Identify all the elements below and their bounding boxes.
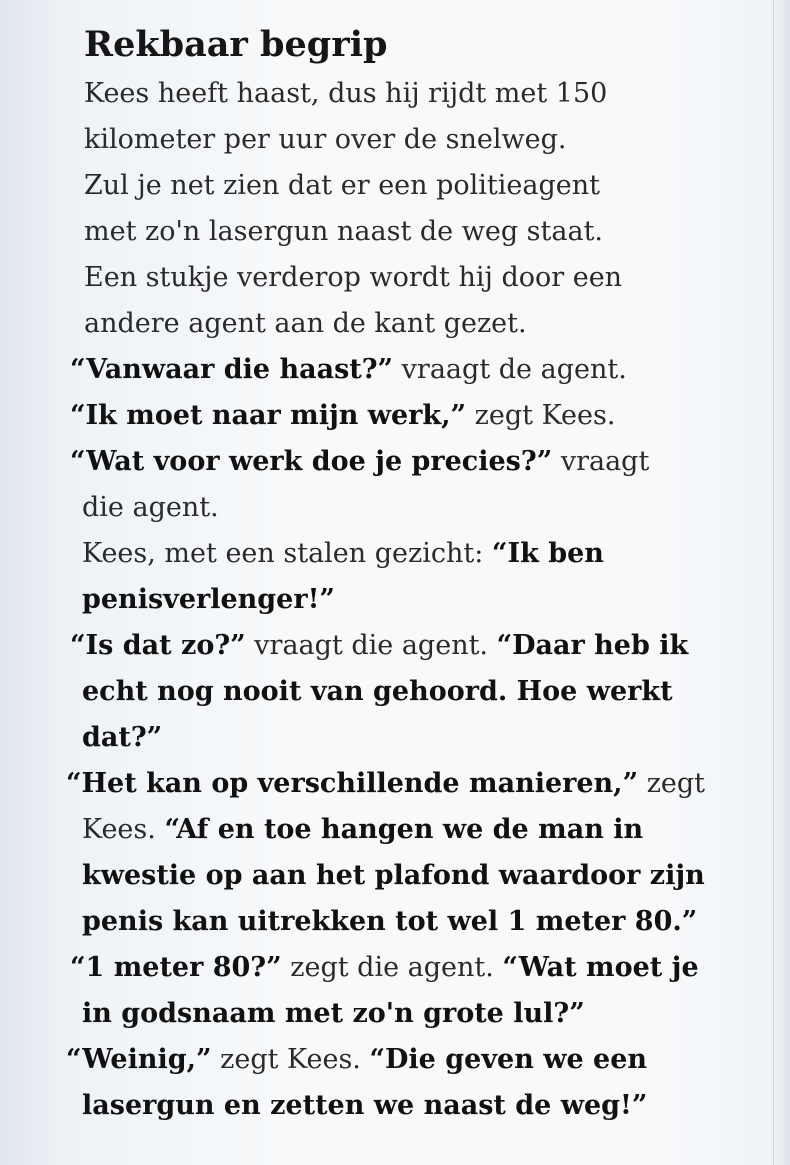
dialogue-bold-text: penis kan uitrekken tot wel 1 meter 80.” xyxy=(82,906,698,937)
dialogue-bold-text: kwestie op aan het plafond waardoor zijn xyxy=(82,860,705,891)
dialogue-bold-text: in godsnaam met zo'n grote lul?” xyxy=(82,998,585,1029)
text-line xyxy=(0,301,760,347)
narration-text: kilometer per uur over de snelweg. xyxy=(84,124,567,155)
narration-text: vraagt die agent. xyxy=(245,630,497,661)
dialogue-bold-text: lasergun en zetten we naast de weg!” xyxy=(82,1090,648,1121)
text-line xyxy=(0,945,760,991)
dialogue-bold-text: “Vanwaar die haast?” xyxy=(70,354,394,385)
text-line xyxy=(0,899,760,945)
narration-text: die agent. xyxy=(82,492,219,523)
text-line xyxy=(0,991,760,1037)
dialogue-bold-text: dat?” xyxy=(82,722,163,753)
dialogue-bold-text: penisverlenger!” xyxy=(82,584,335,615)
dialogue-bold-text: “1 meter 80?” xyxy=(70,952,282,983)
text-line xyxy=(0,531,760,577)
article-title: Rekbaar begrip xyxy=(84,24,388,65)
dialogue-bold-text: echt nog nooit van gehoord. Hoe werkt xyxy=(82,676,673,707)
dialogue-bold-text: “Die geven we een xyxy=(369,1044,648,1075)
narration-text: zegt Kees. xyxy=(211,1044,370,1075)
page-edge-strip xyxy=(768,0,790,1165)
text-line xyxy=(0,1037,760,1083)
text-line xyxy=(0,439,760,485)
narration-text: zegt Kees. xyxy=(466,400,616,431)
dialogue-bold-text: “Weinig,” xyxy=(66,1044,212,1075)
text-line xyxy=(0,577,760,623)
narration-text: Kees. xyxy=(82,814,165,845)
dialogue-bold-text: “Wat moet je xyxy=(502,952,699,983)
text-line xyxy=(0,807,760,853)
narration-text: Een stukje verderop wordt hij door een xyxy=(84,262,623,293)
text-line xyxy=(0,255,760,301)
narration-text: Zul je net zien dat er een politieagent xyxy=(84,170,600,201)
narration-text: vraagt xyxy=(552,446,650,477)
text-line xyxy=(0,209,760,255)
text-line xyxy=(0,71,760,117)
dialogue-bold-text: “Ik moet naar mijn werk,” xyxy=(70,400,467,431)
narration-text: zegt die agent. xyxy=(281,952,503,983)
narration-text: met zo'n lasergun naast de weg staat. xyxy=(84,216,604,247)
text-line xyxy=(0,163,760,209)
text-line xyxy=(0,485,760,531)
text-line xyxy=(0,853,760,899)
narration-text: andere agent aan de kant gezet. xyxy=(84,308,527,339)
dialogue-bold-text: “Daar heb ik xyxy=(496,630,689,661)
narration-text: Kees, met een stalen gezicht: xyxy=(82,538,492,569)
text-line xyxy=(0,623,760,669)
dialogue-bold-text: “Af en toe hangen we de man in xyxy=(164,814,644,845)
text-line xyxy=(0,117,760,163)
text-line xyxy=(0,669,760,715)
dialogue-bold-text: “Het kan op verschillende manieren,” xyxy=(66,768,639,799)
narration-text: zegt xyxy=(638,768,706,799)
text-line xyxy=(0,715,760,761)
dialogue-bold-text: “Wat voor werk doe je precies?” xyxy=(70,446,553,477)
narration-text: vraagt de agent. xyxy=(393,354,627,385)
dialogue-bold-text: “Is dat zo?” xyxy=(70,630,246,661)
text-line xyxy=(0,347,760,393)
text-line xyxy=(0,761,760,807)
dialogue-bold-text: “Ik ben xyxy=(491,538,604,569)
text-line xyxy=(0,1083,760,1129)
article-body xyxy=(0,71,760,1129)
text-line xyxy=(0,393,760,439)
narration-text: Kees heeft haast, dus hij rijdt met 150 xyxy=(84,78,608,109)
